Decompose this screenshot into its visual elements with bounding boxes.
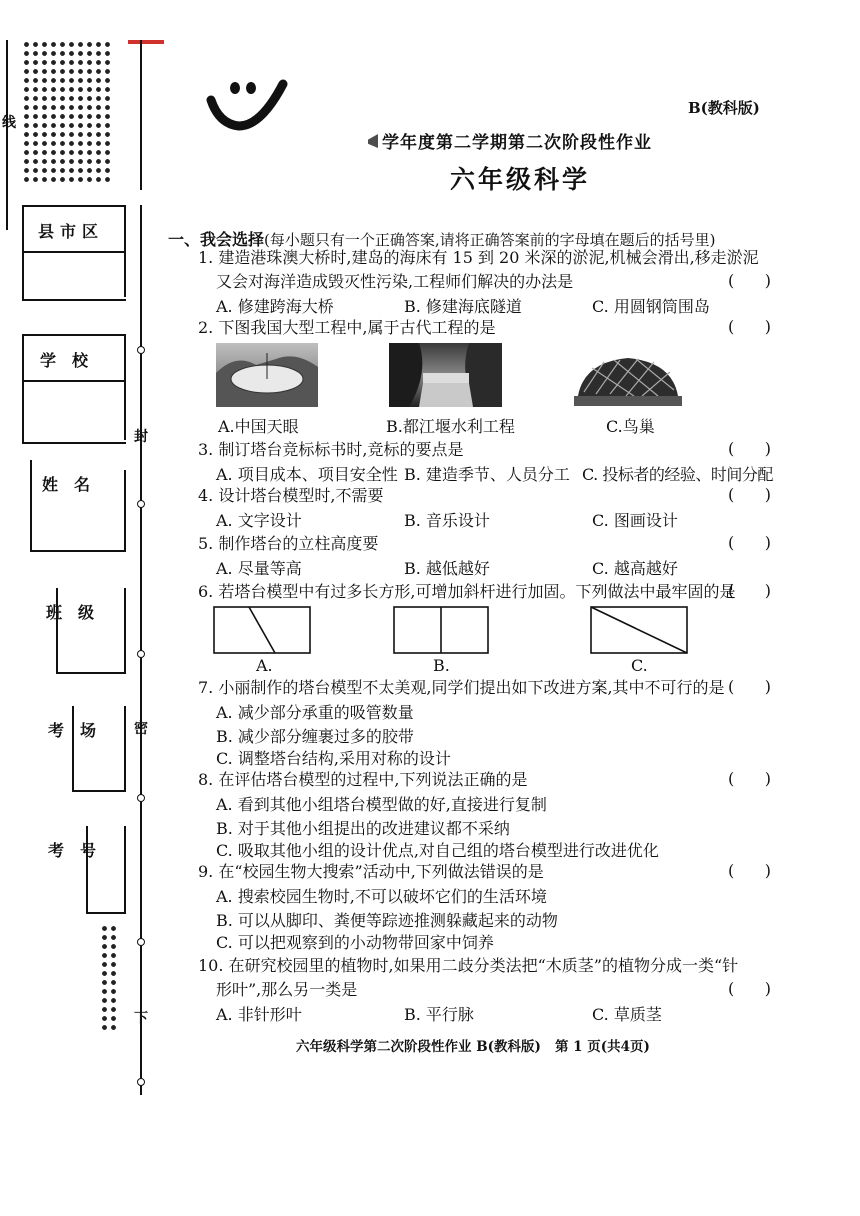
photo-fast-telescope [216,343,318,407]
field-name[interactable] [30,460,126,552]
field-county-label: 县市区 [38,222,105,241]
q6-option-c: C. [631,656,648,675]
seal-char-feng: 封 [134,429,148,445]
q3-option-c: C. 投标者的经验、时间分配 [582,465,773,484]
answer-blank-6[interactable]: ( ) [728,581,771,600]
question-5-stem: 5. 制作塔台的立柱高度要 [198,534,379,553]
answer-blank-9[interactable]: ( ) [728,861,771,880]
page-title: 六年级科学 [450,165,591,194]
q9-option-b: B. 可以从脚印、粪便等踪迹推测躲藏起来的动物 [216,911,558,930]
seal-char-xian: 线 [2,115,16,131]
question-10-stem-line2: 形叶”,那么另一类是 [216,980,358,999]
q3-option-a: A. 项目成本、项目安全性 [216,465,398,484]
field-divider [124,588,126,672]
binding-ring [137,500,145,508]
q7-option-a: A. 减少部分承重的吸管数量 [216,703,414,722]
answer-blank-8[interactable]: ( ) [728,769,771,788]
q5-option-c: C. 越高越好 [592,559,678,578]
answer-blank-2[interactable]: ( ) [728,317,771,336]
q3-option-b: B. 建造季节、人员分工 [404,465,570,484]
field-county[interactable] [22,205,126,301]
question-1-stem: 1. 建造港珠澳大桥时,建岛的海床有 15 到 20 米深的淤泥,机械会滑出,移走淤泥 [198,248,759,267]
q5-option-a: A. 尽量等高 [216,559,302,578]
q1-option-a: A. 修建跨海大桥 [216,297,334,316]
question-3-stem: 3. 制订塔台竞标标书时,竞标的要点是 [198,440,464,459]
answer-blank-5[interactable]: ( ) [728,533,771,552]
smiley-logo-icon [205,76,289,134]
binding-ring [137,794,145,802]
answer-blank-7[interactable]: ( ) [728,677,771,696]
binding-ring [137,1078,145,1086]
binding-dot-pattern-lower [100,924,120,1034]
seal-char-mi: 密 [134,721,148,737]
q7-option-c: C. 调整塔台结构,采用对称的设计 [216,749,451,768]
field-exam-number[interactable] [48,826,126,914]
field-divider [124,334,126,440]
binding-ring [137,938,145,946]
version-tag: B(教科版) [688,99,760,117]
question-4-stem: 4. 设计塔台模型时,不需要 [198,486,384,505]
q2-option-c: C.鸟巢 [606,417,655,436]
field-class[interactable] [46,588,126,674]
field-exam-number-label: 考 号 [48,841,97,860]
answer-blank-1[interactable]: ( ) [728,271,771,290]
question-1-stem-line2: 又会对海洋造成毁灭性污染,工程师们解决的办法是 [216,272,574,291]
page-subtitle: 学年度第二学期第二次阶段性作业 [368,128,652,153]
q2-option-b: B.都江堰水利工程 [386,417,515,436]
section-heading: 一、我会选择(每小题只有一个正确答案,请将正确答案前的字母填在题后的括号里) [168,230,716,249]
q1-option-c: C. 用圆钢筒围岛 [592,297,710,316]
photo-dujiangyan [389,343,502,407]
field-exam-room[interactable] [48,706,126,792]
q10-option-a: A. 非针形叶 [216,1005,302,1024]
field-school[interactable] [22,334,126,444]
seal-char-xia: 下 [134,1011,148,1027]
field-name-label: 姓 名 [42,475,91,494]
q7-option-b: B. 减少部分缠裹过多的胶带 [216,727,414,746]
diagram-b-vertical-bar [393,606,489,654]
q5-option-b: B. 越低越好 [404,559,490,578]
q1-option-b: B. 修建海底隧道 [404,297,522,316]
field-class-label: 班 级 [46,603,95,622]
section-note: (每小题只有一个正确答案,请将正确答案前的字母填在题后的括号里) [264,231,716,249]
q6-option-b: B. [433,656,450,675]
q9-option-c: C. 可以把观察到的小动物带回家中饲养 [216,933,494,952]
q10-option-c: C. 草质茎 [592,1005,662,1024]
answer-blank-3[interactable]: ( ) [728,439,771,458]
field-divider [124,205,126,297]
q10-option-b: B. 平行脉 [404,1005,474,1024]
q9-option-a: A. 搜索校园生物时,不可以破坏它们的生活环境 [216,887,547,906]
binding-line-top [140,40,142,190]
field-school-label: 学 校 [40,351,89,370]
q6-option-a: A. [256,656,273,675]
question-8-stem: 8. 在评估塔台模型的过程中,下列说法正确的是 [198,770,528,789]
question-9-stem: 9. 在“校园生物大搜索”活动中,下列做法错误的是 [198,862,544,881]
binding-ring [137,650,145,658]
q2-option-a: A.中国天眼 [218,417,299,436]
q8-option-b: B. 对于其他小组提出的改进建议都不采纳 [216,819,510,838]
diagram-a-brace [213,606,311,654]
q8-option-c: C. 吸取其他小组的设计优点,对自己组的塔台模型进行改进优化 [216,841,659,860]
answer-blank-10[interactable]: ( ) [728,979,771,998]
binding-dot-pattern [22,40,114,185]
red-mark [128,40,164,44]
question-6-stem: 6. 若塔台模型中有过多长方形,可增加斜杆进行加固。下列做法中最牢固的是 [198,582,736,601]
answer-blank-4[interactable]: ( ) [728,485,771,504]
question-2-stem: 2. 下图我国大型工程中,属于古代工程的是 [198,318,496,337]
field-exam-room-label: 考 场 [48,721,97,740]
question-10-stem: 10. 在研究校园里的植物时,如果用二歧分类法把“木质茎”的植物分成一类“针 [198,956,739,975]
page-footer: 六年级科学第二次阶段性作业 B(教科版) 第 1 页(共4页) [296,1039,650,1055]
q8-option-a: A. 看到其他小组塔台模型做的好,直接进行复制 [216,795,547,814]
q4-option-b: B. 音乐设计 [404,511,490,530]
q4-option-a: A. 文字设计 [216,511,302,530]
diagram-c-diagonal-brace [590,606,688,654]
field-divider [124,826,126,912]
outer-binding-line [6,40,8,230]
q4-option-c: C. 图画设计 [592,511,678,530]
field-divider [124,470,126,550]
photo-birds-nest [574,350,682,406]
question-7-stem: 7. 小丽制作的塔台模型不太美观,同学们提出如下改进方案,其中不可行的是 [198,678,725,697]
torn-char [368,134,378,148]
binding-ring [137,346,145,354]
field-divider [124,706,126,790]
